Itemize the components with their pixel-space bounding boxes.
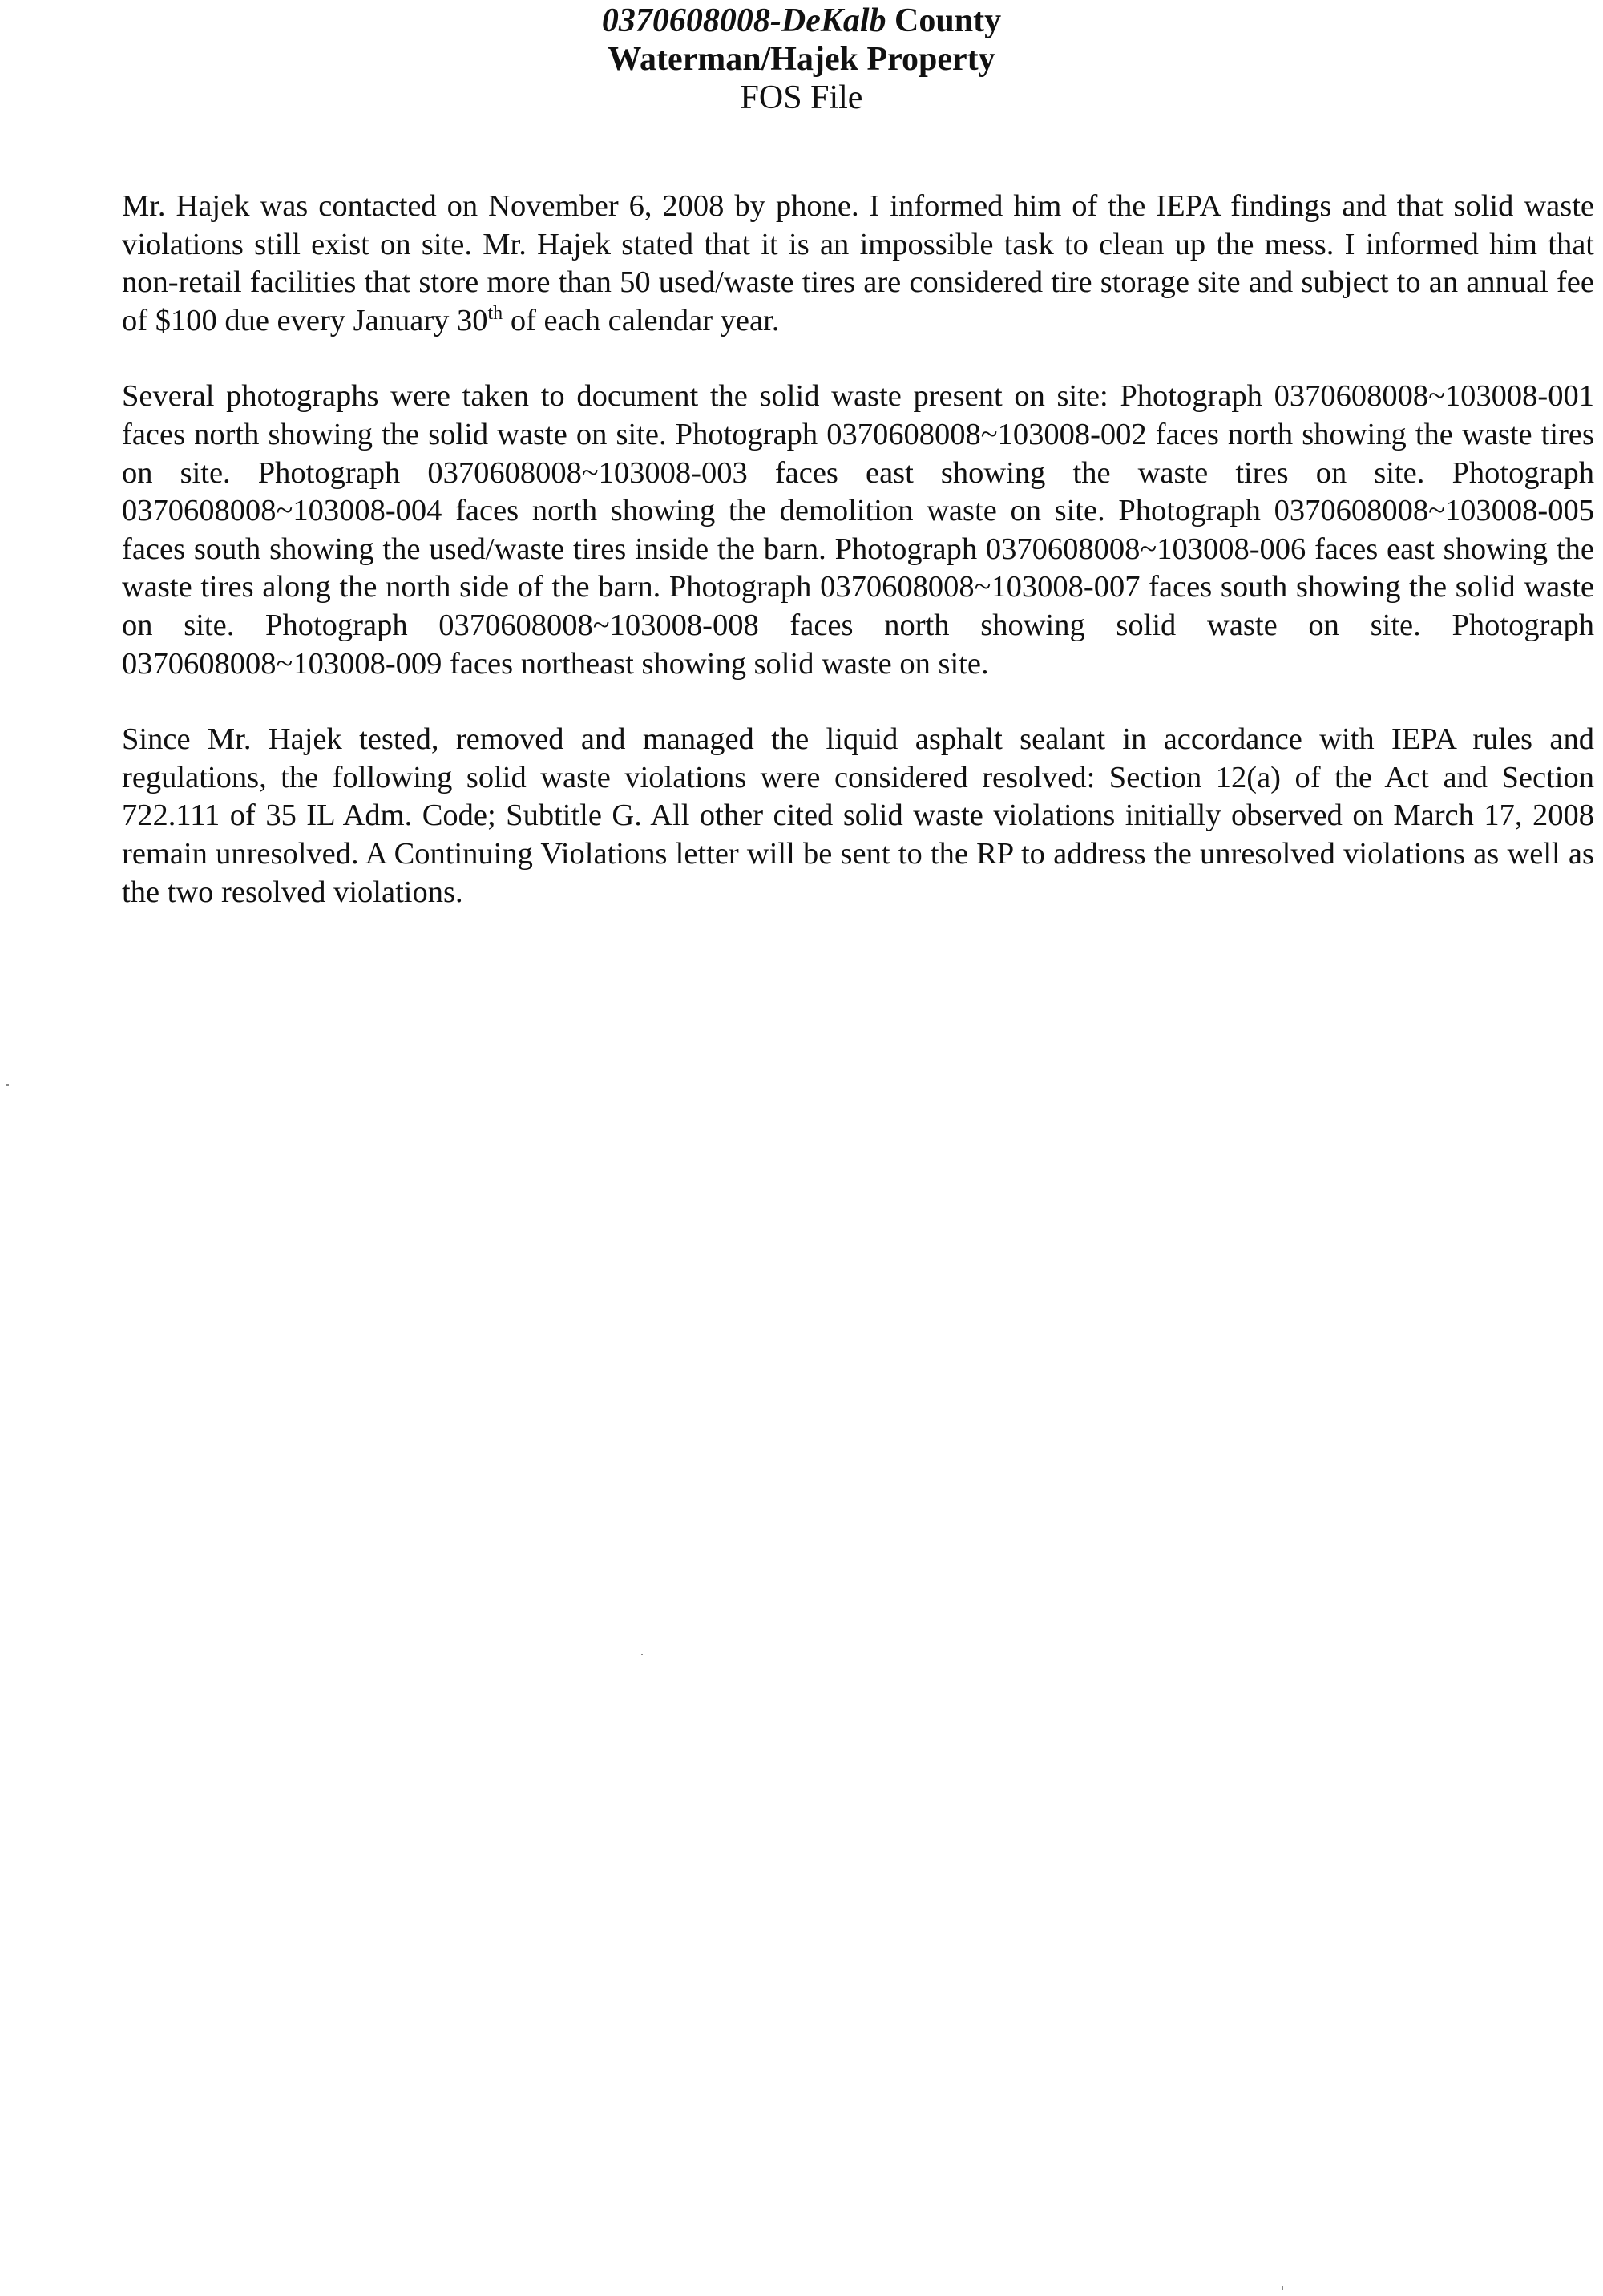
scan-speck xyxy=(1282,2286,1283,2290)
header-title-line xyxy=(0,2,1603,40)
scan-speck xyxy=(641,1654,643,1655)
county-label: County xyxy=(886,2,1002,39)
paragraph-resolution: Since Mr. Hajek tested, removed and managed the liquid asphalt sealant in accordance with IEPA rules and regulations, the following solid waste violations were considered resolved: Section 12(a) of the Act and Section 722.111 of 35 IL Adm. Code; Subtitle G. All other cited solid waste violations initially observed on March 17, 2008 remain unresolved. A Continuing Violations letter will be sent to the RP to address the unresolved violations as well as the two resolved violations. xyxy=(122,722,1594,909)
document-body xyxy=(122,188,1594,949)
ordinal-superscript: th xyxy=(487,302,503,324)
property-name: Waterman/Hajek Property xyxy=(608,41,995,78)
scan-speck xyxy=(6,1084,9,1086)
paragraph-photographs: Several photographs were taken to document the solid waste present on site: Photograph 0370608008~103008-001 faces north showing the solid waste on site. Photograph 0370608008~103008-002 faces north showing the waste tires on site. Photograph 0370608008~103008-003 faces east showing the waste tires on site. Photograph 0370608008~103008-004 faces north showing the demolition waste on site. Photograph 0370608008~103008-005 faces south showing the used/waste tires inside the barn. Photograph 0370608008~103008-006 faces east showing the waste tires along the north side of the barn. Photograph 0370608008~103008-007 faces south showing the solid waste on site. Photograph 0370608008~103008-008 faces north showing solid waste on site. Photograph 0370608008~103008-009 faces northeast showing solid waste on site. xyxy=(122,379,1594,681)
case-id: 0370608008-DeKalb xyxy=(601,2,886,39)
paragraph-contact-tail: of each calendar year. xyxy=(503,303,780,338)
paragraph-contact xyxy=(122,188,1594,340)
paragraph-contact-text: Mr. Hajek was contacted on November 6, 2008 by phone. I informed him of the IEPA findings and that solid waste violations still exist on site. Mr. Hajek stated that it is an impossible task to clean up the mess. I informed him that non-retail facilities that store more than 50 used/waste tires are considered tire storage site and subject to an annual fee of $100 due every January 30 xyxy=(122,189,1594,338)
file-type: FOS File xyxy=(740,79,863,116)
document-header xyxy=(0,2,1603,117)
